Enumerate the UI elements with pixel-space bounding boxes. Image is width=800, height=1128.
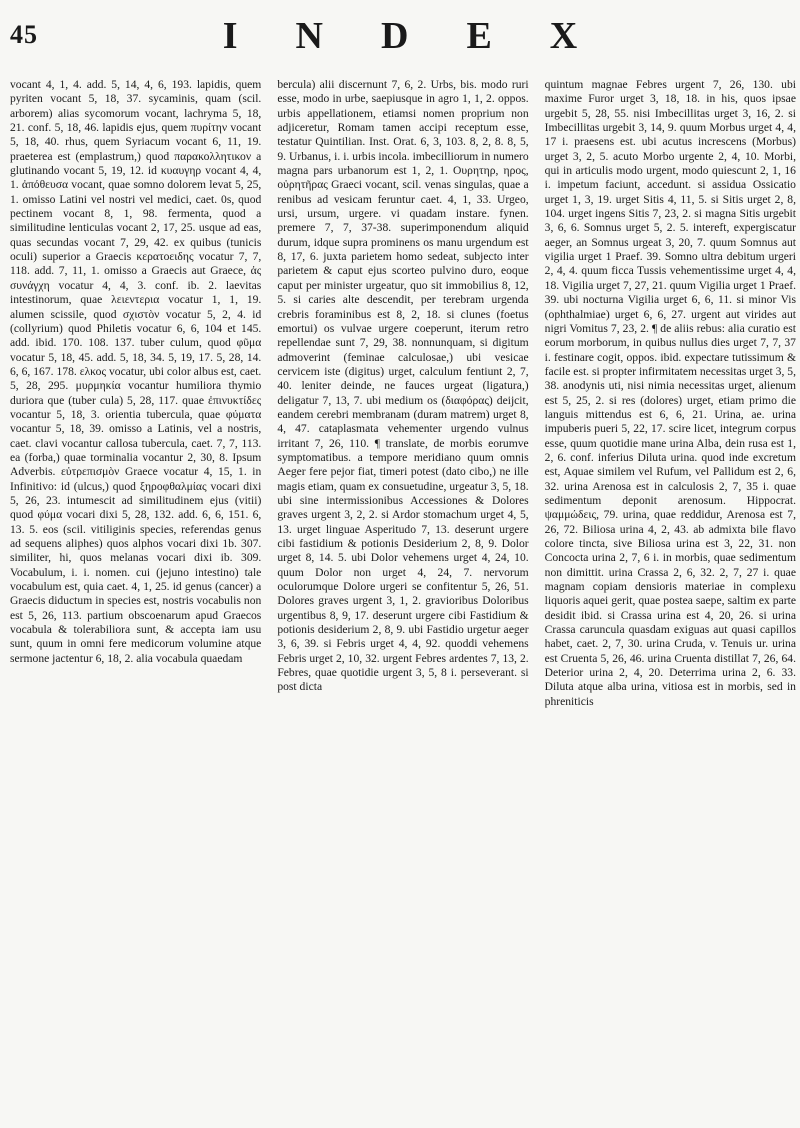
column-text: quintum magnae Febres urgent 7, 26, 130. ubi maxime Furor urget 3, 18, 18. in his, quos ipsae urgebit 5, 28, 55. nisi Imbecillitas urget 3, 16, 2. si Imbecillitas urgebit 3, 14, 9. quum Morbus urget 4, 4, 17 i. praesens est. ubi acutus increscens (Morbus) urget 3, 2, 5. acuto Morbo urgente 2, 4, 10. Morbi, qui in articulis modo urgent, modo quiescunt 2, 1, 16 i. impetum faciunt, accedunt. si assidua Ossicatio urget 1, 3, 19. urget Sitis 4, 11, 5. si Sitis urget 2, 8, 104. urget ingens Sitis 7, 23, 2. si magna Sitis urgebit 3, 6, 6. Somnus urget 5, 2. 5. intereft, expergiscatur aeger, an Somnus urgeat 3, 20, 7. quum Somnus aut vigilia urget 1 Praef. 39. Somno ultra debitum urgeri 2, 4, 4. quum ficca Tussis vehementissime urget 4, 4, 18. Vigilia urget 7, 27, 21. quum Vigilia urget 1 Praef. 39. ubi nocturna Vigilia urget 6, 6, 11. si minor Vis (ophthalmiae) urget 6, 6, 27. urgent aut virides aut nigri Vomitus 7, 23, 2. ¶ de aliis rebus: alia curatio est eorum morborum, in quibus nullus dies urget 7, 7, 37 i. festinare cogit, oppos. ibid. expectare tutissimum & facile est. si propter infirmitatem necessitas urget 3, 5, 38. anodynis uti, nisi nimia necessitas urget, alienum est 5, 25, 2. si res (dolores) urget, etiam primo die languis mittendus est 6, 6, 21. Urina, ae. urina impuberis pueri 5, 22, 17. scire licet, integrum corpus esse, quum quotidie mane urina Alba, dein rusa est 1, 2, 6. conf. inferius Diluta urina. quod inde excretum est, Aquae similem vel Rufum, vel Pallidum est 2, 6, 32. urina Arenosa est in calculosis 2, 7, 35 i. quae sedimentum deponit arenosum. Hippocrat. ψαμμώδεις, 79. urina, quae reddidur, Arenosa est 7, 26, 72. Biliosa urina 4, 2, 43. ab admixta bile flavo colore tincta, sive Biliosa urina est 3, 22, 31. non Concocta urina 2, 7, 6 i. in morbis, quae sedimentum non dimittit. urina Crassa 2, 6, 32. 2, 7, 27 i. quae magnam copiam densioris materiae in complexu liquoris aquei gerit, quae postea saepe, saltim ex parte desidit ibid. si Crassa urina est 4, 20, 26. si urina Crassa caruncula quasdam exiguas aut quasi capillos habet, caet. 2, 7, 30. urina Cruda, v. Tenuis ur. urina est Cruenta 5, 26, 46. urina Cruenta distillat 7, 26, 64. Deterior urina 2, 4, 20. Deterrima urina 2, 6. 33. Diluta atque alba urina, vitiosa est in morbis, sed in phreniticis — [544, 78, 796, 708]
running-head: INDEX — [222, 15, 636, 57]
text-column-right — [545, 78, 796, 1122]
text-column-left — [10, 78, 261, 1122]
page-number: 45 — [10, 20, 38, 49]
text-columns — [10, 78, 796, 1122]
text-column-middle — [277, 78, 528, 1122]
column-text: vocant 4, 1, 4. add. 5, 14, 4, 6, 193. lapidis, quem pyriten vocant 5, 18, 37. sycaminis, quam (scil. arborem) alias sycomorum vocant, lachryma 5, 18, 21. conf. 5, 18, 46. lapidis ejus, quem πυρίτην vocant 5, 18, 40. rhus, quem Syriacum vocant 6, 11, 19. praeterea est (emplastrum,) quod παρακολλητικον a glutinando vocant 5, 19, 12. id κυαυγηρ vocant 4, 4, 1. ἀπόθευσα vocant, quae somno dolorem levat 5, 25, 1. omisso Latini vel nostri vel medici, caet. 0s, quod pectinem vocant 8, 1, 98. fermenta, quod a similitudine lenticulas vocant 2, 17, 25. usque ad eas, quas secundas vocant 7, 29, 42. ex quibus (tunicis oculi) superior a Graecis κερατοειδης vocatur 7, 7, 118. add. 7, 11, 1. omisso a Graecis aut Graece, ἀς συνάγχη vocatur 4, 4, 3. conf. ib. 2. laevitas intestinorum, quae λειεντερια vocatur 1, 1, 19. alumen scissile, quod σχιστὸν vocatur 5, 2, 4. id (collyrium) quod Philetis vocatur 6, 6, 104 et 145. add. ibid. 170. 108. 137. tuber culum, quod φῦμα vocatur 5, 18, 45. add. 5, 18, 34. 5, 19, 17. 5, 28, 14. 6, 6, 167. 178. ελκος vocatur, ubi color albus est, caet. 5, 28, 295. μυρμηκία vocantur humiliora thymio duriora que (tuber cula) 5, 28, 117. quae ἐπινυκτίδες vocantur 5, 18, 3. orientia tubercula, quae φύματα vocantur 5, 18, 39. omisso a Latinis, vel a nostris, caet. clavi vocantur callosa tubercula, caet. 7, 7, 113. ea (forba,) quae torminalia vocantur 2, 30, 8. Ipsum Adverbis. εὐτρεπισμὸν Graece vocatur 4, 15, 1. in Infinitivo: id (ulcus,) quod ξηροφθαλμίας vocari dixi 5, 26, 23. intumescit ad similitudinem ejus (vitii) quod φύμα vocari dixi 5, 28, 132. add. 6, 6, 151. 6, 13. 5. eos (scil. vitiliginis species, referendas genus ad sequens aliphes) quos alphos vocari dixi 1b. 307. similiter, hi, quos melanas vocari dixi ib. 309. Vocabulum, i. i. nomen. cui (jejuno intestino) tale vocabulum est, quia caet. 4, 1, 25. id genus (cancer) a Graecis diductum in species est, nostris vocabulis non est 5, 26, 113. partium obscoenarum apud Graecos vocabula & tolerabiliora sunt, & accepta iam usu sunt, quum in omni fere medicorum volumine atque sermone jactentur 6, 18, 2. alia vocabula quaedam — [10, 78, 262, 665]
column-text: bercula) alii discernunt 7, 6, 2. Urbs, bis. modo ruri esse, modo in urbe, saepiusque in agro 1, 1, 2. oppos. urbis appellationem, etiamsi nomen proprium non adjiceretur, Romam tamen accipi receptum esse, testatur Quintilian. Inst. Orat. 6, 3, 103. 8, 2, 8. 8, 5, 9. Urbanus, i. i. urbis incola. imbecilliorum in numero magna pars urbanorum est 1, 2, 1. Ουρητηρ, ηρος, οὐρητῆρας Graeci vocant, scil. venas singulas, quae a renibus ad vesicam feruntur caet. 4, 1, 33. Urgeo, ursi, ursum, urgere. vi quadam instare. fynen. premere 7, 7, 37-38. superimponendum aliquid durum, idque supra prominens os manu urgendum est 8, 17, 6. juxta parietem homo sedeat, subjecto inter parietem & caput ejus scorteo pulvino duro, eoque caput per minister urgeatur, quo sit immobilius 8, 12, 5. si caries alte descendit, per terebram urgenda crebris foraminibus est 8, 2, 18. si clunes (foetus emortui) os vulvae urgere coeperunt, iterum retro repellendae sunt 7, 29, 38. nonnunquam, si digitum admoverint (feminae calculosae,) ubi vesicae cervicem iste (digitus) urget, calculum fentiunt 2, 7, 40. leniter deinde, ne fauces urgeat (ligatura,) deligatur 7, 13, 7. ubi medium os (διαφόρας) deijcit, eandem cerebri membranam (duram matrem) urget 8, 4, 47. cataplasmata vehementer urgendo vulnus irritant 7, 26, 110. ¶ translate, de morbis eorumve symptomatibus. a tempore meridiano quum omnis Aeger fere pejor fiat, timeri potest (dato cibo,) ne ille magis etiam, quam ex consuetudine, urgeatur 3, 5, 18. ubi sine intermissionibus Accessiones & Dolores graves urgent 3, 2, 2. si Ardor stomachum urget 4, 5, 13. urget linguae Asperitudo 7, 13. deserunt urgere cibi fastidium & potionis Desiderium 2, 8, 9. Dolor urget 8, 14. 5. ubi Dolor vehemens urget 4, 24, 10. quum Dolor non urget 4, 24, 7. nervorum oculorumque Dolore urgeri se confitentur 5, 26, 51. Dolores graves urgent 3, 1, 2. gravioribus Doloribus urgentibus 8, 9, 17. deserunt urgere cibi Fastidium & potionis desiderium 2, 8, 9. ubi Fastidio urgetur aeger 3, 6, 39. si Febris urget 4, 4, 92. quoddi vehemens Febris urget 2, 10, 32. urgent Febres ardentes 7, 13, 2. Febres, quae quotidie urgent 3, 5, 8 i. perseverant. si post dicta — [277, 78, 529, 694]
